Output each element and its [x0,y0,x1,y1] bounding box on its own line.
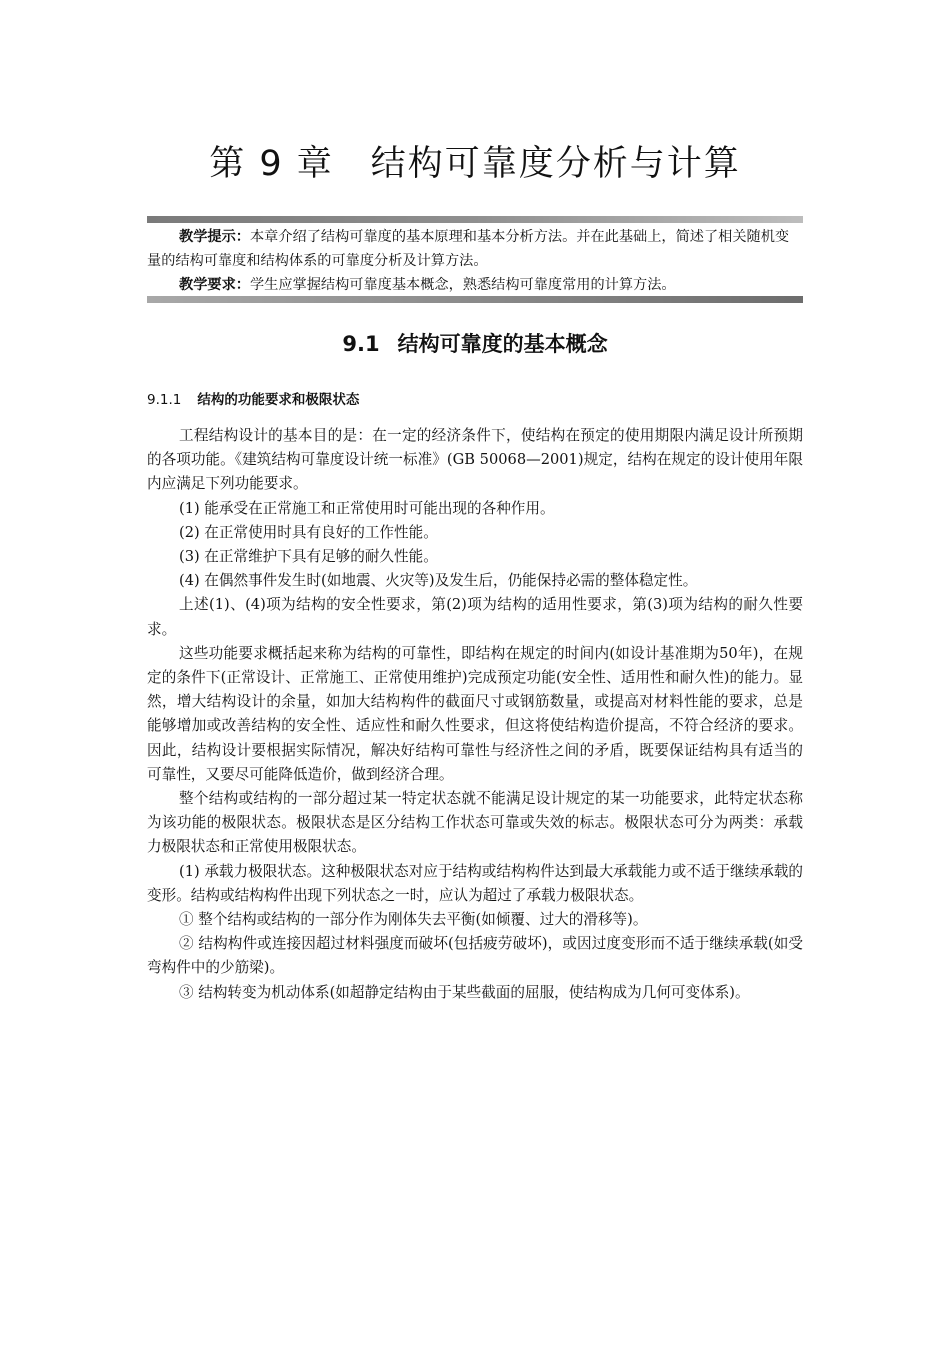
teaching-tips [147,225,803,273]
paragraph: 这些功能要求概括起来称为结构的可靠性，即结构在规定的时间内(如设计基准期为50年)，在规定的条件下(正常设计、正常施工、正常使用维护)完成预定功能(安全性、适用性和耐久性)的能力。显然，增大结构设计的余量，如加大结构构件的截面尺寸或钢筋数量，或提高对材料性能的要求，总是能够增加或改善结构的安全性、适应性和耐久性要求，但这将使结构造价提高，不符合经济的要求。因此，结构设计要根据实际情况，解决好结构可靠性与经济性之间的矛盾，既要保证结构具有适当的可靠性，又要尽可能降低造价，做到经济合理。 [147,644,803,783]
section-title: 结构可靠度的基本概念 [397,332,608,356]
section-heading [0,328,950,358]
chapter-title: 第 9 章 结构可靠度分析与计算 [209,144,741,184]
teaching-req-label: 教学要求： [179,277,250,293]
teaching-tips-label: 教学提示： [179,229,250,245]
paragraph: (4) 在偶然事件发生时(如地震、火灾等)及发生后，仍能保持必需的整体稳定性。 [179,572,698,590]
subsection-heading [147,388,359,408]
paragraph: (2) 在正常使用时具有良好的工作性能。 [179,523,438,541]
paragraph: ② 结构构件或连接因超过材料强度而破坏(包括疲劳破坏)，或因过度变形而不适于继续承载(如受弯构件中的少筋梁)。 [147,935,803,977]
paragraph: ③ 结构转变为机动体系(如超静定结构由于某些截面的屈服，使结构成为几何可变体系)。 [179,983,750,1001]
paragraph: 整个结构或结构的一部分超过某一特定状态就不能满足设计规定的某一功能要求，此特定状态称为该功能的极限状态。极限状态是区分结构工作状态可靠或失效的标志。极限状态可分为两类：承载力极限状态和正常使用极限状态。 [147,790,803,856]
section-number: 9.1 [342,332,380,356]
subsection-title: 结构的功能要求和极限状态 [197,392,360,408]
top-divider-bar [147,216,803,223]
paragraph: (1) 能承受在正常施工和正常使用时可能出现的各种作用。 [179,499,555,517]
teaching-requirements [147,273,803,297]
paragraph: (3) 在正常维护下具有足够的耐久性能。 [179,548,438,566]
paragraph: ① 整个结构或结构的一部分作为刚体失去平衡(如倾覆、过大的滑移等)。 [179,911,648,929]
subsection-number: 9.1.1 [147,392,182,408]
teaching-box [147,225,803,297]
body-text [147,424,803,1005]
bottom-divider-bar [147,296,803,303]
paragraph: 工程结构设计的基本目的是：在一定的经济条件下，使结构在预定的使用期限内满足设计所预期的各项功能。《建筑结构可靠度设计统一标准》(GB 50068—2001)规定，结构在规定的设计使用年限内应满足下列功能要求。 [147,427,803,493]
teaching-req-text: 学生应掌握结构可靠度基本概念，熟悉结构可靠度常用的计算方法。 [249,277,676,293]
paragraph: (1) 承载力极限状态。这种极限状态对应于结构或结构构件达到最大承载能力或不适于继续承载的变形。结构或结构构件出现下列状态之一时，应认为超过了承载力极限状态。 [147,862,803,904]
teaching-tips-text: 本章介绍了结构可靠度的基本原理和基本分析方法。并在此基础上，简述了相关随机变量的结构可靠度和结构体系的可靠度分析及计算方法。 [147,229,790,269]
paragraph: 上述(1)、(4)项为结构的安全性要求，第(2)项为结构的适用性要求，第(3)项为结构的耐久性要求。 [147,596,803,638]
